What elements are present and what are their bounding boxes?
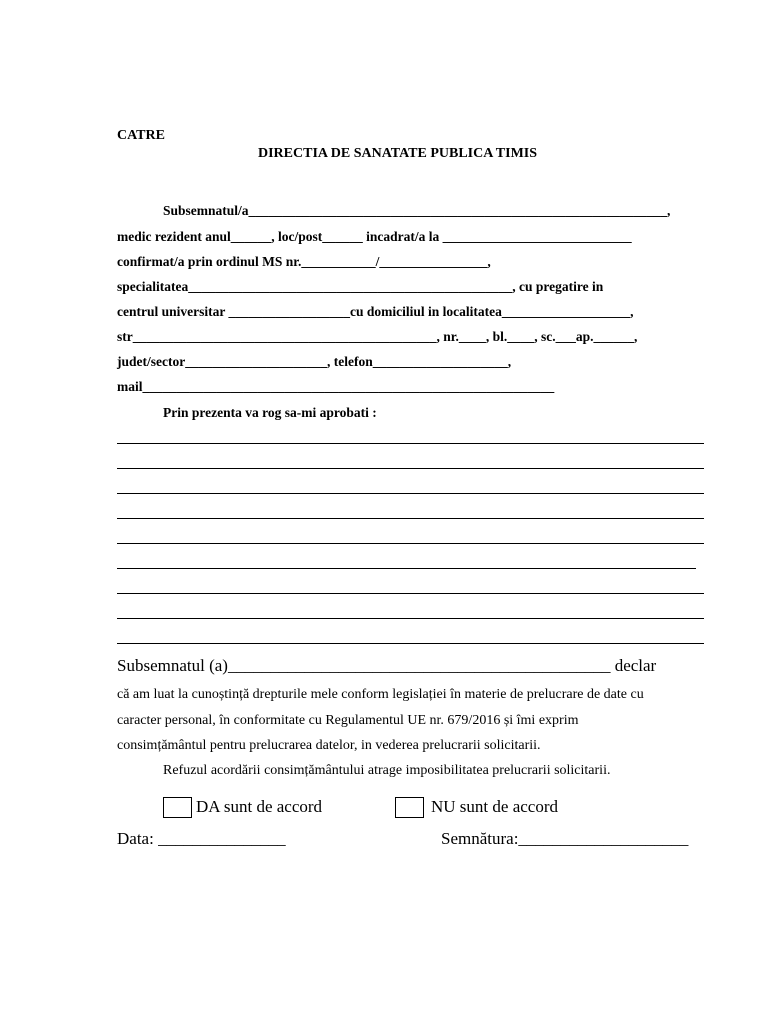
- institution-title: DIRECTIA DE SANATATE PUBLICA TIMIS: [258, 146, 538, 161]
- form-line-county: judet/sector_____________________, telefon____________________,: [117, 354, 512, 369]
- consent-no-label: NU sunt de accord: [431, 797, 558, 816]
- consent-yes-checkbox[interactable]: [163, 797, 192, 818]
- form-line-name: Subsemnatul/a______________________________________________________________,: [163, 203, 671, 218]
- form-line-university: centrul universitar __________________cu domiciliul in localitatea___________________,: [117, 304, 634, 319]
- consent-paragraph-line-1: că am luat la cunoștință drepturile mele conform legislației în materie de prelucrare de date cu: [117, 687, 644, 702]
- request-label: Prin prezenta va rog sa-mi aprobati :: [163, 405, 377, 420]
- signature-field: Semnătura:____________________: [441, 829, 689, 848]
- consent-refusal: Refuzul acordării consimțământului atrage imposibilitatea prelucrarii solicitarii.: [163, 763, 611, 778]
- blank-line: [117, 643, 704, 644]
- date-field: Data: _______________: [117, 829, 286, 848]
- form-line-mail: mail_____________________________________________________________: [117, 379, 555, 394]
- blank-line: [117, 468, 704, 469]
- consent-subsemnatul: Subsemnatul (a)_____________________________________________ declar: [117, 656, 657, 675]
- blank-line: [117, 618, 704, 619]
- form-line-resident: medic rezident anul______, loc/post______ incadrat/a la ____________________________: [117, 229, 632, 244]
- blank-line: [117, 493, 704, 494]
- blank-line: [117, 568, 696, 569]
- consent-paragraph-line-3: consimțământul pentru prelucrarea datelor, in vederea prelucrarii solicitarii.: [117, 738, 541, 753]
- consent-paragraph-line-2: caracter personal, în conformitate cu Regulamentul UE nr. 679/2016 și îmi exprim: [117, 713, 579, 728]
- form-line-street: str_____________________________________________, nr.____, bl.____, sc.___ap.______,: [117, 329, 638, 344]
- blank-line: [117, 518, 704, 519]
- consent-no-checkbox[interactable]: [395, 797, 424, 818]
- recipient-label: CATRE: [117, 128, 165, 143]
- form-line-order: confirmat/a prin ordinul MS nr.___________/________________,: [117, 254, 491, 269]
- blank-line: [117, 593, 704, 594]
- consent-yes-label: DA sunt de accord: [196, 797, 323, 816]
- blank-line: [117, 543, 704, 544]
- blank-line: [117, 443, 704, 444]
- form-line-specialty: specialitatea________________________________________________, cu pregatire in: [117, 279, 604, 294]
